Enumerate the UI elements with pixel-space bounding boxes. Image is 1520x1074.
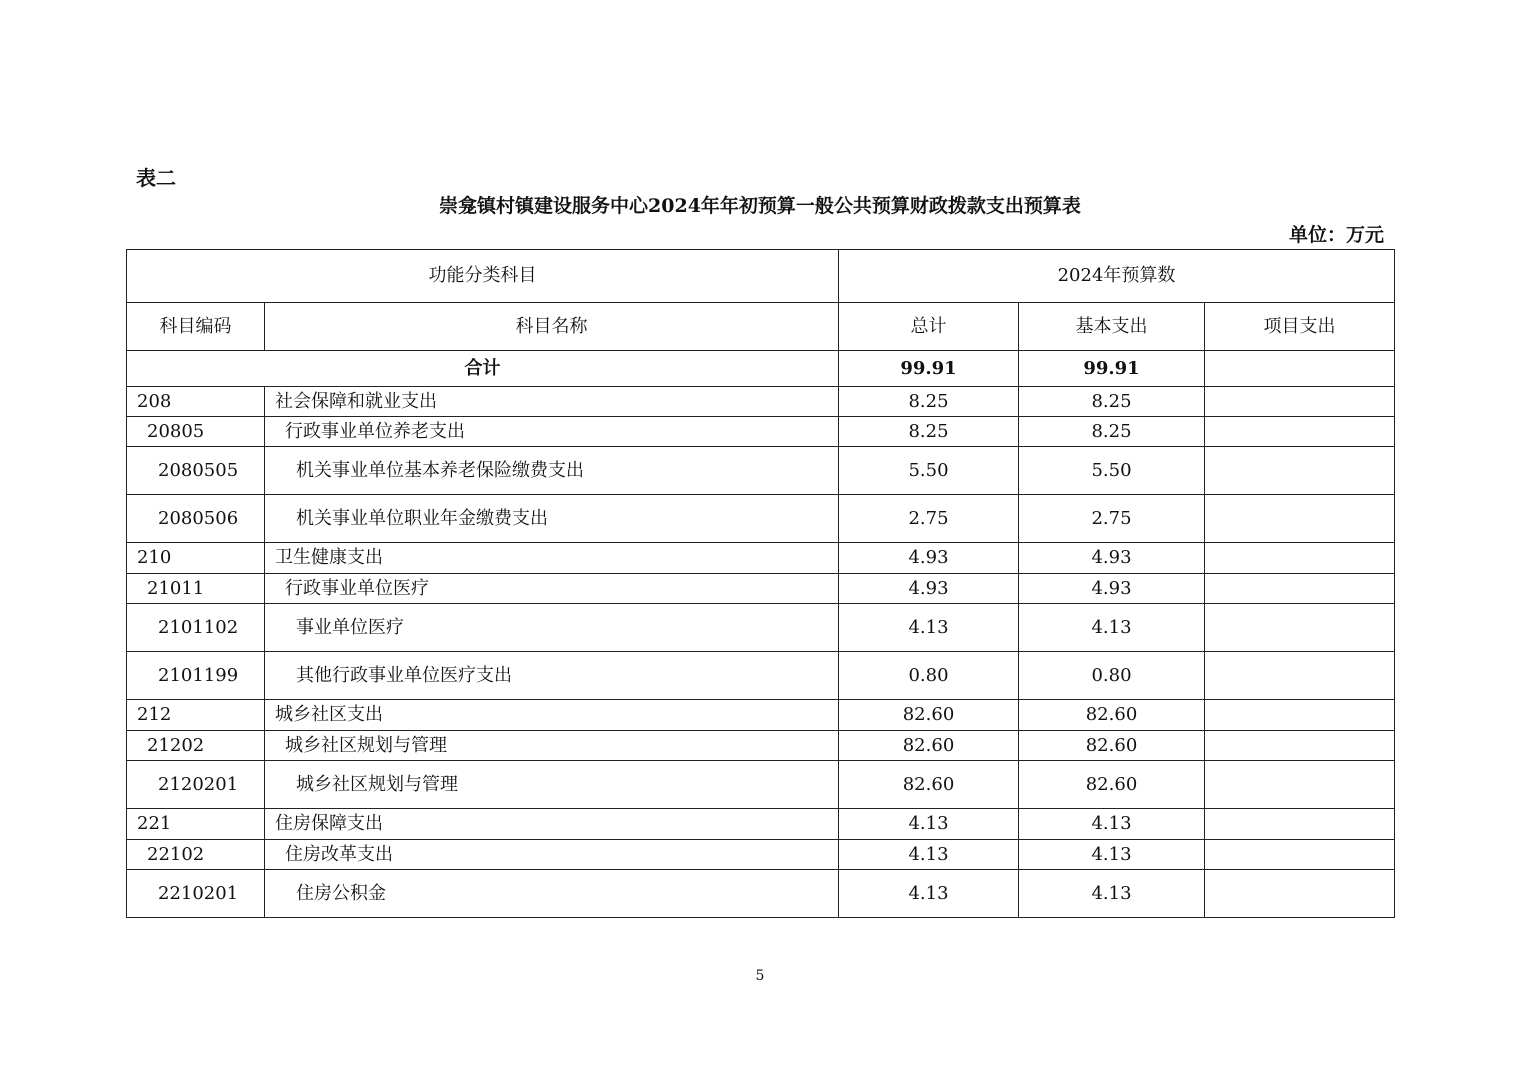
row-code: 210 — [127, 543, 265, 574]
column-header-name: 科目名称 — [265, 303, 839, 351]
row-total: 4.13 — [839, 604, 1019, 652]
row-total: 4.93 — [839, 574, 1019, 604]
column-header-code: 科目编码 — [127, 303, 265, 351]
row-basic: 4.13 — [1019, 809, 1205, 840]
row-code: 21202 — [127, 731, 265, 761]
row-code: 212 — [127, 700, 265, 731]
row-basic: 4.93 — [1019, 543, 1205, 574]
row-code: 2080505 — [127, 447, 265, 495]
row-code: 22102 — [127, 840, 265, 870]
row-name: 事业单位医疗 — [265, 604, 839, 652]
row-total: 4.13 — [839, 870, 1019, 918]
row-total: 4.93 — [839, 543, 1019, 574]
summary-basic: 99.91 — [1019, 351, 1205, 387]
column-header-total: 总计 — [839, 303, 1019, 351]
row-basic: 82.60 — [1019, 731, 1205, 761]
row-total: 8.25 — [839, 387, 1019, 417]
row-basic: 82.60 — [1019, 761, 1205, 809]
row-code: 2101199 — [127, 652, 265, 700]
row-basic: 4.13 — [1019, 840, 1205, 870]
row-name: 住房公积金 — [265, 870, 839, 918]
table-row — [127, 604, 1395, 652]
row-basic: 4.13 — [1019, 604, 1205, 652]
row-total: 4.13 — [839, 840, 1019, 870]
row-name: 其他行政事业单位医疗支出 — [265, 652, 839, 700]
row-total: 8.25 — [839, 417, 1019, 447]
row-code: 2101102 — [127, 604, 265, 652]
row-project — [1205, 761, 1395, 809]
table-row — [127, 387, 1395, 417]
row-name: 行政事业单位养老支出 — [265, 417, 839, 447]
row-project — [1205, 700, 1395, 731]
row-code: 2080506 — [127, 495, 265, 543]
document-title: 崇龛镇村镇建设服务中心2024年年初预算一般公共预算财政拨款支出预算表 — [439, 195, 1081, 217]
row-basic: 82.60 — [1019, 700, 1205, 731]
table-row — [127, 761, 1395, 809]
group-header-row — [127, 250, 1395, 303]
column-header-row — [127, 303, 1395, 351]
table-row — [127, 495, 1395, 543]
summary-label: 合计 — [127, 351, 839, 387]
row-code: 221 — [127, 809, 265, 840]
row-name: 城乡社区支出 — [265, 700, 839, 731]
group-header-budget-year: 2024年预算数 — [839, 250, 1395, 303]
row-total: 0.80 — [839, 652, 1019, 700]
table-label: 表二 — [136, 166, 176, 190]
row-project — [1205, 731, 1395, 761]
row-basic: 8.25 — [1019, 387, 1205, 417]
summary-project — [1205, 351, 1395, 387]
row-name: 机关事业单位基本养老保险缴费支出 — [265, 447, 839, 495]
row-total: 5.50 — [839, 447, 1019, 495]
row-project — [1205, 652, 1395, 700]
row-project — [1205, 543, 1395, 574]
row-code: 20805 — [127, 417, 265, 447]
row-total: 82.60 — [839, 700, 1019, 731]
row-name: 住房改革支出 — [265, 840, 839, 870]
row-name: 卫生健康支出 — [265, 543, 839, 574]
table-row — [127, 652, 1395, 700]
row-name: 社会保障和就业支出 — [265, 387, 839, 417]
row-basic: 2.75 — [1019, 495, 1205, 543]
row-project — [1205, 809, 1395, 840]
row-project — [1205, 387, 1395, 417]
table-row — [127, 417, 1395, 447]
row-project — [1205, 870, 1395, 918]
unit-label: 单位：万元 — [1288, 224, 1384, 246]
page-number: 5 — [755, 968, 765, 984]
row-project — [1205, 840, 1395, 870]
row-name: 城乡社区规划与管理 — [265, 731, 839, 761]
row-total: 4.13 — [839, 809, 1019, 840]
table-row — [127, 870, 1395, 918]
summary-total: 99.91 — [839, 351, 1019, 387]
table-row — [127, 809, 1395, 840]
row-project — [1205, 604, 1395, 652]
row-name: 城乡社区规划与管理 — [265, 761, 839, 809]
column-header-project: 项目支出 — [1205, 303, 1395, 351]
table-row — [127, 543, 1395, 574]
table-row — [127, 731, 1395, 761]
row-basic: 4.93 — [1019, 574, 1205, 604]
row-basic: 0.80 — [1019, 652, 1205, 700]
summary-row — [127, 351, 1395, 387]
table-row — [127, 574, 1395, 604]
table-row — [127, 447, 1395, 495]
row-code: 21011 — [127, 574, 265, 604]
row-total: 82.60 — [839, 761, 1019, 809]
row-project — [1205, 417, 1395, 447]
column-header-basic: 基本支出 — [1019, 303, 1205, 351]
row-basic: 8.25 — [1019, 417, 1205, 447]
row-project — [1205, 447, 1395, 495]
row-name: 住房保障支出 — [265, 809, 839, 840]
budget-table — [126, 249, 1395, 918]
row-name: 行政事业单位医疗 — [265, 574, 839, 604]
row-total: 2.75 — [839, 495, 1019, 543]
table-row — [127, 700, 1395, 731]
row-project — [1205, 574, 1395, 604]
row-code: 208 — [127, 387, 265, 417]
row-code: 2120201 — [127, 761, 265, 809]
row-code: 2210201 — [127, 870, 265, 918]
row-basic: 4.13 — [1019, 870, 1205, 918]
group-header-function-category: 功能分类科目 — [127, 250, 839, 303]
row-name: 机关事业单位职业年金缴费支出 — [265, 495, 839, 543]
row-basic: 5.50 — [1019, 447, 1205, 495]
row-project — [1205, 495, 1395, 543]
table-row — [127, 840, 1395, 870]
row-total: 82.60 — [839, 731, 1019, 761]
